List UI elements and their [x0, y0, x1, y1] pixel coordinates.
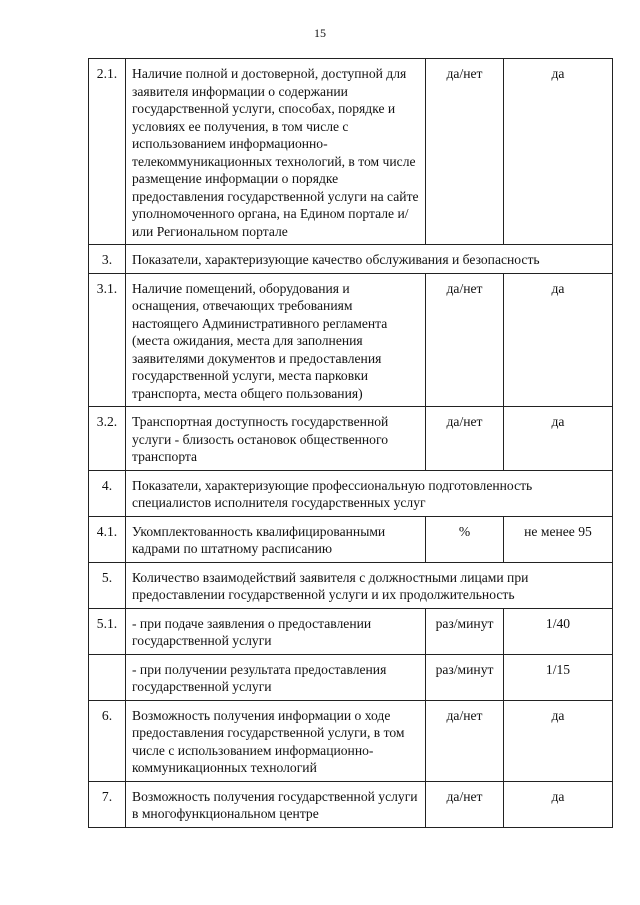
indicator-text: - при получении результата предоставления государственной услуги — [126, 654, 426, 700]
table-row-6 — [89, 700, 613, 781]
row-number: 5.1. — [89, 608, 126, 654]
value-cell: 1/40 — [504, 608, 613, 654]
section-row-4 — [89, 470, 613, 516]
section-row-5 — [89, 562, 613, 608]
indicator-text: Наличие полной и достоверной, доступной для заявителя информации о содержании государственной услуги, способах, порядке и условиях ее получения, в том числе с использованием информационно-телекоммуникационных технологий, в том числе размещение информации о порядке предоставления государственной услуги на сайте уполномоченного органа, на Едином портале и/или Региональном портале — [126, 59, 426, 245]
row-number: 3.1. — [89, 273, 126, 407]
table-row-2-1 — [89, 59, 613, 245]
row-number: 3. — [89, 245, 126, 274]
section-heading: Показатели, характеризующие профессиональную подготовленность специалистов исполнителя государственных услуг — [126, 470, 613, 516]
value-cell: да — [504, 700, 613, 781]
value-cell: да — [504, 407, 613, 471]
indicator-text: Транспортная доступность государственной услуги - близость остановок общественного транспорта — [126, 407, 426, 471]
row-number: 4.1. — [89, 516, 126, 562]
value-cell: 1/15 — [504, 654, 613, 700]
unit-cell: да/нет — [426, 781, 504, 827]
unit-cell: % — [426, 516, 504, 562]
table-row-5-1 — [89, 608, 613, 654]
row-number: 3.2. — [89, 407, 126, 471]
value-cell: да — [504, 59, 613, 245]
section-heading: Показатели, характеризующие качество обслуживания и безопасность — [126, 245, 613, 274]
value-cell: да — [504, 781, 613, 827]
indicator-text: Наличие помещений, оборудования и оснащения, отвечающих требованиям настоящего Административного регламента (места ожидания, места для заполнения заявителями документов и предоставления государственной услуги, места парковки транспорта, места общего пользования) — [126, 273, 426, 407]
unit-cell: да/нет — [426, 273, 504, 407]
section-heading: Количество взаимодействий заявителя с должностными лицами при предоставлении государственной услуги и их продолжительность — [126, 562, 613, 608]
row-number — [89, 654, 126, 700]
value-cell: да — [504, 273, 613, 407]
table-row-4-1 — [89, 516, 613, 562]
unit-cell: да/нет — [426, 700, 504, 781]
table-row-3-2 — [89, 407, 613, 471]
row-number: 7. — [89, 781, 126, 827]
indicator-text: Возможность получения государственной услуги в многофункциональном центре — [126, 781, 426, 827]
table-row-7 — [89, 781, 613, 827]
unit-cell: да/нет — [426, 59, 504, 245]
row-number: 4. — [89, 470, 126, 516]
row-number: 2.1. — [89, 59, 126, 245]
row-number: 6. — [89, 700, 126, 781]
value-cell: не менее 95 — [504, 516, 613, 562]
unit-cell: да/нет — [426, 407, 504, 471]
indicator-text: - при подаче заявления о предоставлении государственной услуги — [126, 608, 426, 654]
section-row-3 — [89, 245, 613, 274]
indicator-text: Возможность получения информации о ходе предоставления государственной услуги, в том числе с использованием информационно-коммуникационных технологий — [126, 700, 426, 781]
unit-cell: раз/минут — [426, 654, 504, 700]
row-number: 5. — [89, 562, 126, 608]
indicator-text: Укомплектованность квалифицированными кадрами по штатному расписанию — [126, 516, 426, 562]
table-row-5-1-b — [89, 654, 613, 700]
page-number: 15 — [314, 26, 326, 40]
indicators-table — [88, 58, 613, 828]
unit-cell: раз/минут — [426, 608, 504, 654]
table-row-3-1 — [89, 273, 613, 407]
